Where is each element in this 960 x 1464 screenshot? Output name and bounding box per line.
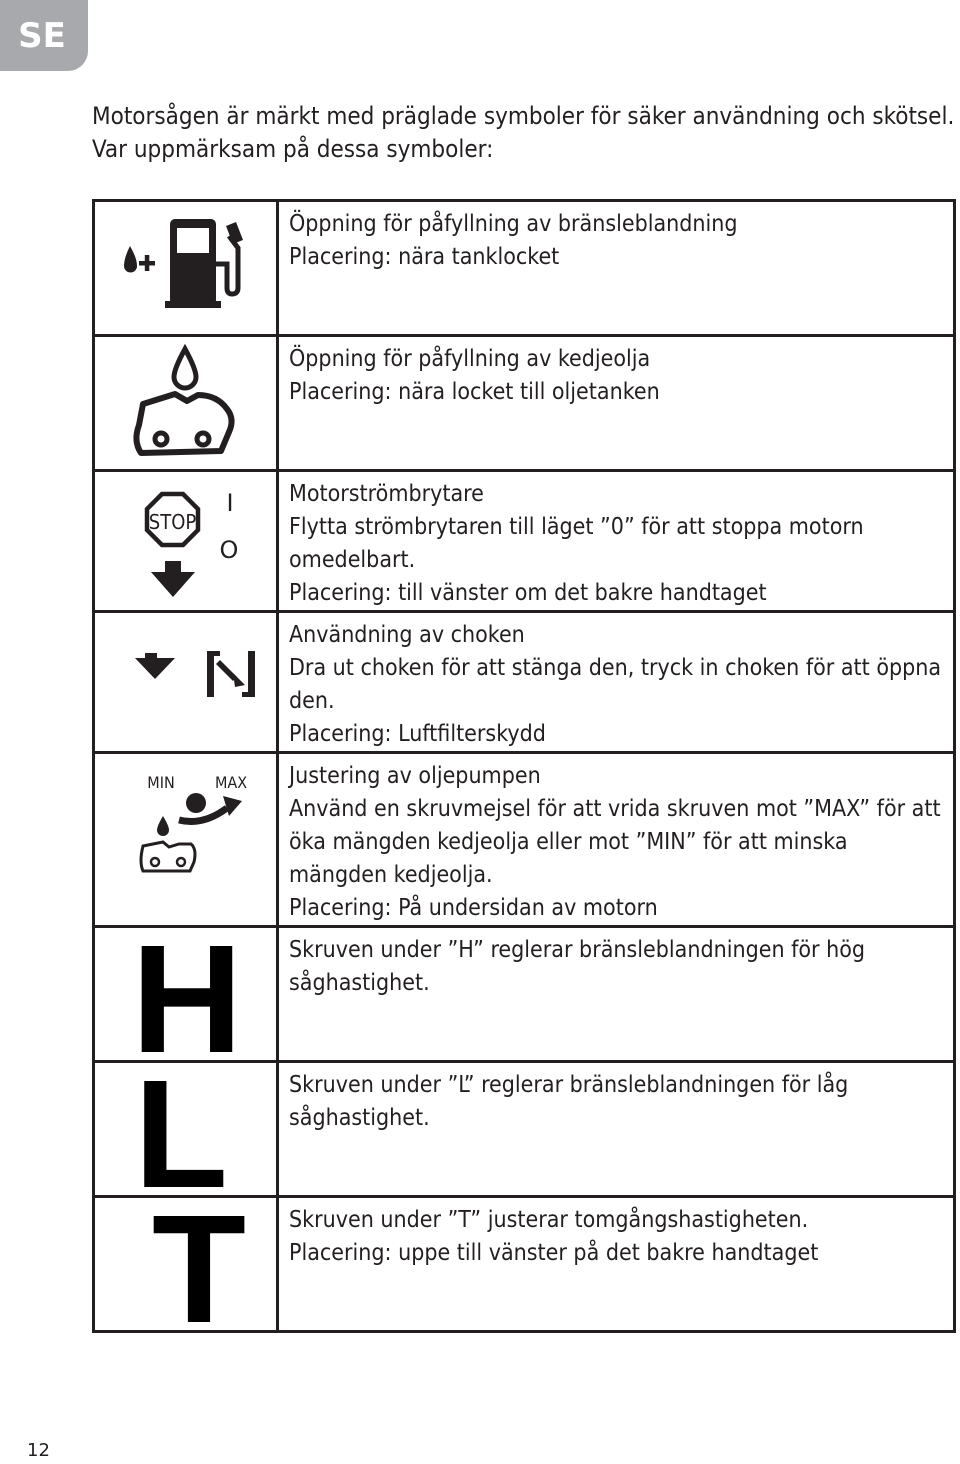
symbol-description [278, 753, 955, 927]
symbol-row-h [94, 927, 955, 1062]
symbol-icon-cell [94, 1062, 278, 1197]
letter-h: H [131, 928, 243, 1057]
symbol-line: Placering: På undersidan av motorn [289, 895, 658, 921]
letter-h-icon [95, 928, 276, 1057]
stop-label: STOP [148, 510, 197, 534]
page-number: 12 [27, 1440, 50, 1461]
letter-l-icon [95, 1063, 276, 1192]
symbol-line: Användning av choken [289, 622, 525, 648]
symbol-line: Placering: Luftfilterskydd [289, 721, 546, 747]
symbol-line: Öppning för påfyllning av kedjeolja [289, 346, 651, 372]
min-label: MIN [147, 773, 175, 792]
switch-on-label: I [226, 489, 234, 517]
chain-oil-icon [95, 337, 276, 466]
symbol-icon-cell [94, 753, 278, 927]
symbol-line: Placering: uppe till vänster på det bakre handtaget [289, 1240, 819, 1266]
symbol-row-choke [94, 612, 955, 753]
symbol-icon-cell [94, 471, 278, 612]
max-label: MAX [214, 773, 248, 792]
symbol-line: Placering: till vänster om det bakre handtaget [289, 580, 767, 606]
symbol-row-chain-oil [94, 336, 955, 471]
symbol-table [92, 199, 956, 1333]
symbol-icon-cell [94, 1197, 278, 1332]
letter-t: T [151, 1198, 247, 1327]
symbol-description [278, 1197, 955, 1332]
symbol-description [278, 1062, 955, 1197]
symbol-line: Placering: nära locket till oljetanken [289, 379, 660, 405]
stop-switch-icon [95, 472, 276, 607]
symbol-row-t [94, 1197, 955, 1332]
symbol-line: Skruven under ”H” reglerar bränsleblandningen för hög såghastighet. [289, 937, 866, 996]
choke-icon [95, 613, 276, 748]
switch-off-label: O [219, 536, 239, 564]
symbol-description [278, 612, 955, 753]
symbol-line: Flytta strömbrytaren till läget ”0” för att stoppa motorn omedelbart. [289, 514, 864, 573]
symbol-row-stop-switch [94, 471, 955, 612]
oil-pump-adjust-icon [95, 754, 276, 922]
symbol-line: Justering av oljepumpen [289, 763, 541, 789]
symbol-line: Motorströmbrytare [289, 481, 484, 507]
symbol-icon-cell [94, 927, 278, 1062]
symbol-icon-cell [94, 612, 278, 753]
symbol-description [278, 336, 955, 471]
intro-paragraph: Motorsågen är märkt med präglade symboler för säker användning och skötsel. Var uppmärksam på dessa symboler: [92, 102, 955, 163]
fuel-pump-icon [95, 202, 276, 331]
symbol-row-fuel [94, 201, 955, 336]
symbol-description [278, 927, 955, 1062]
symbol-icon-cell [94, 201, 278, 336]
symbol-line: Använd en skruvmejsel för att vrida skruven mot ”MAX” för att öka mängden kedjeolja eller mot ”MIN” för att minska mängden kedjeolja. [289, 796, 941, 888]
symbol-line: Öppning för påfyllning av bränsleblandning [289, 211, 738, 237]
symbol-description [278, 471, 955, 612]
symbol-row-oil-pump [94, 753, 955, 927]
symbol-line: Skruven under ”T” justerar tomgångshastigheten. [289, 1207, 809, 1233]
symbol-line: Placering: nära tanklocket [289, 244, 560, 270]
symbol-description [278, 201, 955, 336]
symbol-line: Skruven under ”L” reglerar bränsleblandningen för låg såghastighet. [289, 1072, 849, 1131]
language-tab: SE [0, 0, 88, 71]
symbol-line: Dra ut choken för att stänga den, tryck in choken för att öppna den. [289, 655, 942, 714]
letter-t-icon [95, 1198, 276, 1327]
symbol-row-l [94, 1062, 955, 1197]
symbol-icon-cell [94, 336, 278, 471]
letter-l: L [133, 1063, 229, 1192]
